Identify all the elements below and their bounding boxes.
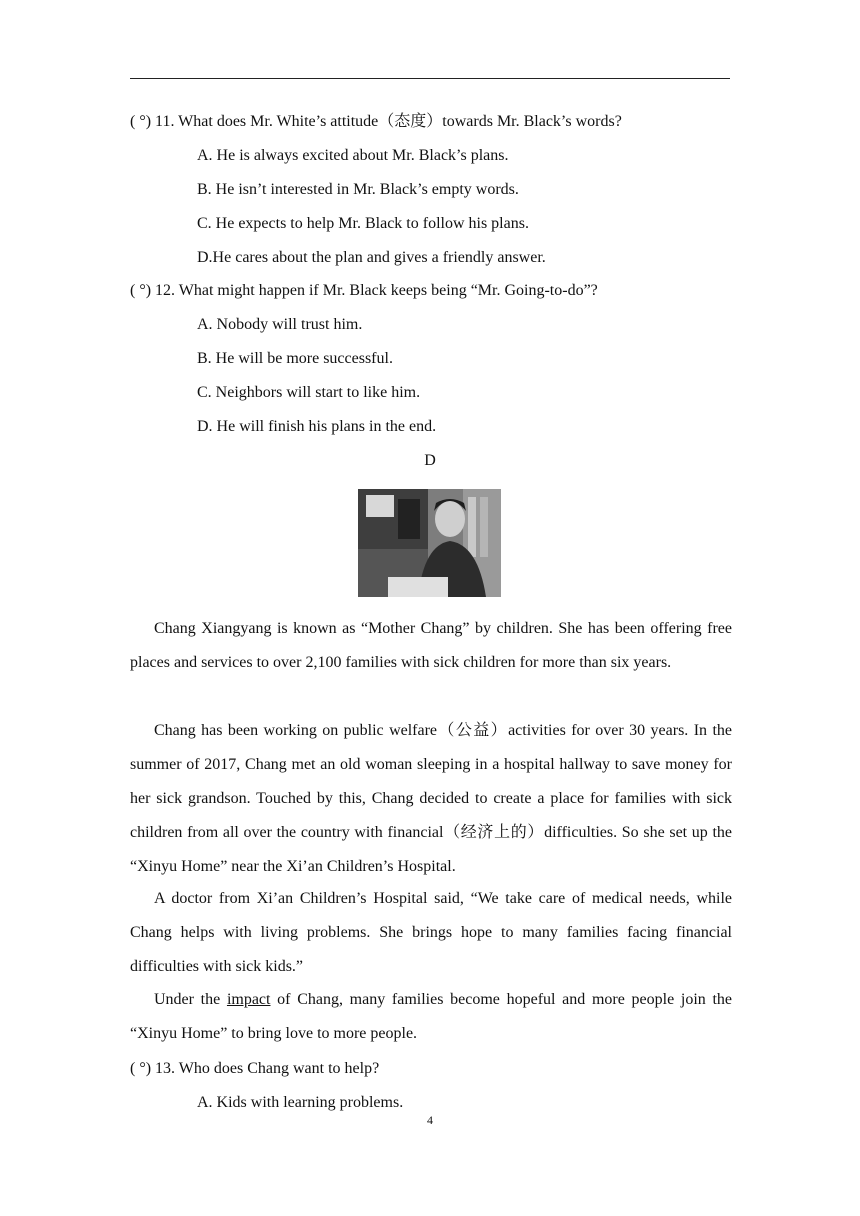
- question-11-option-d: D.He cares about the plan and gives a friendly answer.: [197, 249, 546, 266]
- passage-paragraph-3: A doctor from Xi’an Children’s Hospital said, “We take care of medical needs, while Chang helps with living problems. She brings hope to many families facing financial difficulties with sick kids.”: [130, 890, 732, 975]
- page-number: 4: [427, 1113, 433, 1127]
- question-12-stem: ( °) 12. What might happen if Mr. Black keeps being “Mr. Going-to-do”?: [130, 282, 598, 299]
- underlined-word-impact: impact: [226, 991, 271, 1008]
- section-label: D: [424, 452, 436, 469]
- question-12-option-c: C. Neighbors will start to like him.: [197, 384, 421, 401]
- passage-paragraph-1: Chang Xiangyang is known as “Mother Chang” by children. She has been offering free places and services to over 2,100 families with sick children for more than six years.: [130, 620, 732, 671]
- photo-illustration: [358, 489, 501, 597]
- question-11-option-b: B. He isn’t interested in Mr. Black’s empty words.: [197, 181, 519, 198]
- paragraph-4-start: Under the: [154, 991, 227, 1008]
- question-12-option-a: A. Nobody will trust him.: [197, 316, 363, 333]
- passage-paragraph-2: Chang has been working on public welfare（公益）activities for over 30 years. In the summer of 2017, Chang met an old woman sleeping in a hospital hallway to save money for her sick grandson. Touched by this, Chang decided to create a place for families with sick children from all over the country with financial（经济上的）difficulties. So she set up the “Xinyu Home” near the Xi’an Children’s Hospital.: [130, 722, 732, 875]
- question-13-option-a: A. Kids with learning problems.: [197, 1094, 404, 1111]
- question-11-option-a: A. He is always excited about Mr. Black’s plans.: [197, 147, 509, 164]
- passage-photo: [358, 489, 501, 597]
- header-rule: [130, 78, 730, 79]
- question-13-stem: ( °) 13. Who does Chang want to help?: [130, 1060, 380, 1077]
- question-12-option-d: D. He will finish his plans in the end.: [197, 418, 437, 435]
- passage-paragraph-4: [130, 983, 732, 1051]
- paragraph-4-end: of Chang, many families become hopeful and more people join the “Xinyu Home” to bring love to more people.: [130, 991, 733, 1042]
- question-11-option-c: C. He expects to help Mr. Black to follow his plans.: [197, 215, 529, 232]
- question-12-option-b: B. He will be more successful.: [197, 350, 393, 367]
- question-11-stem: ( °) 11. What does Mr. White’s attitude（态度）towards Mr. Black’s words?: [130, 113, 622, 130]
